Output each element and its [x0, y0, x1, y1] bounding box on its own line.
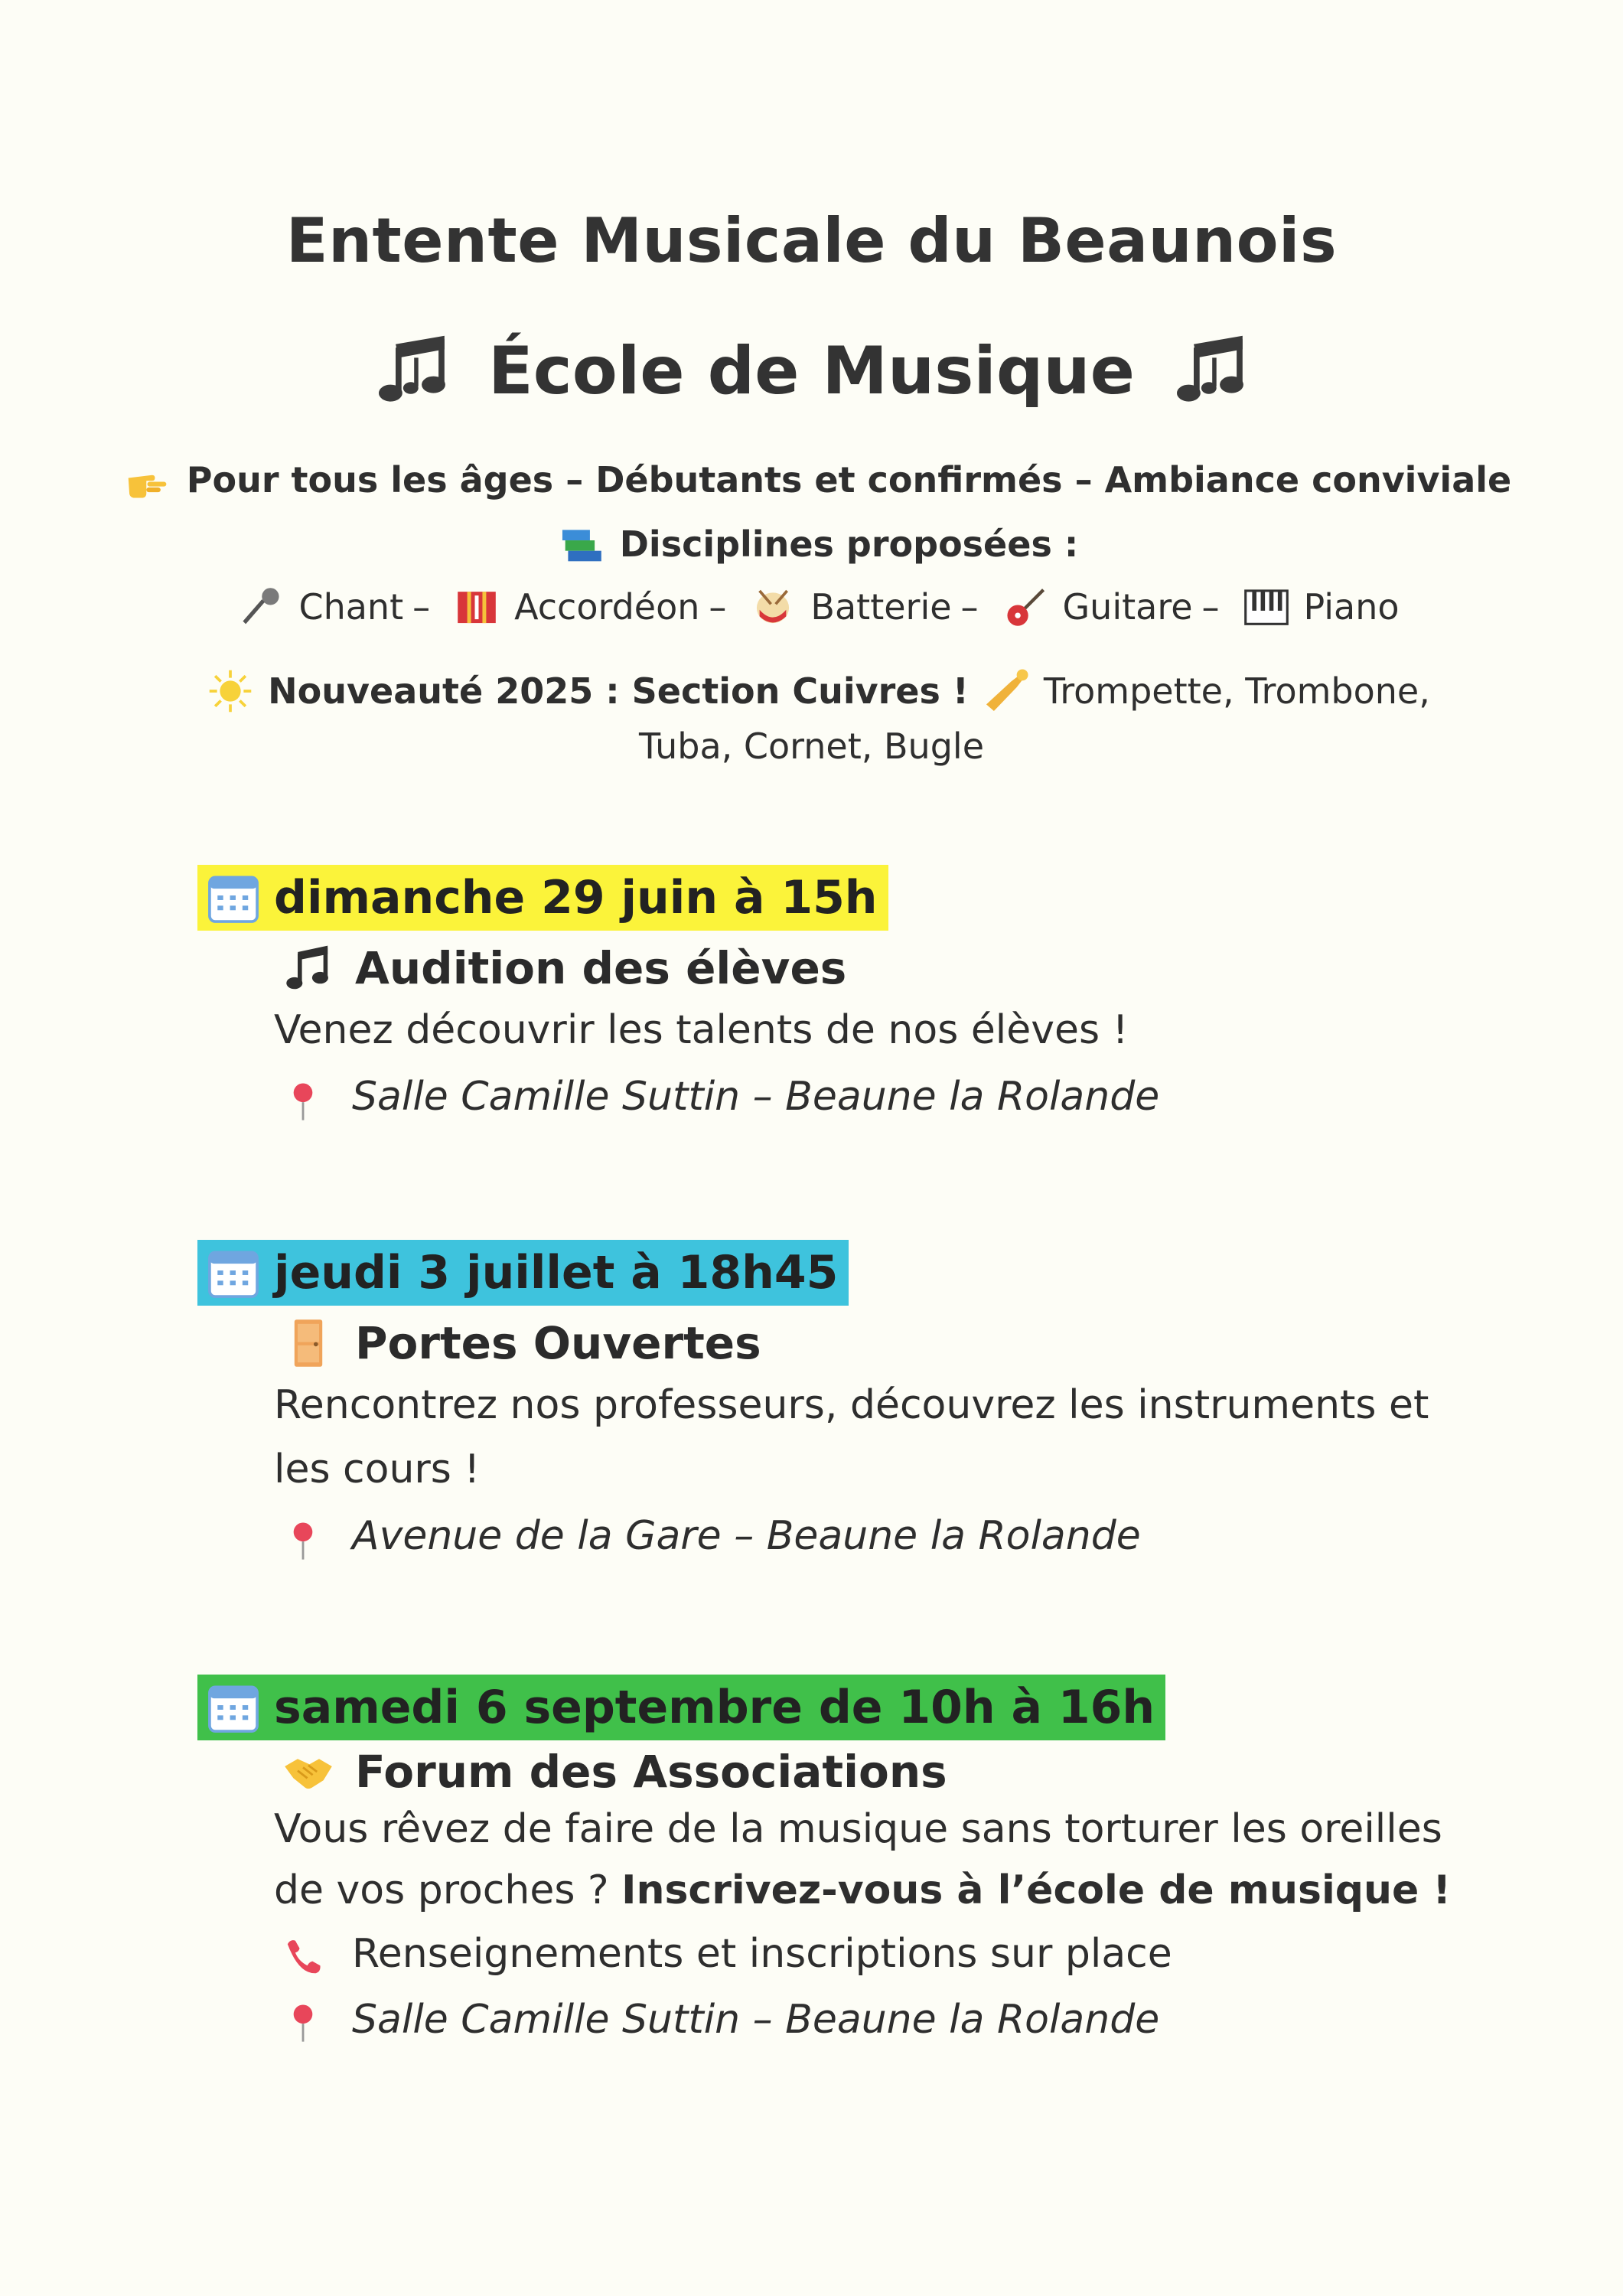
discipline-label: Chant	[298, 586, 404, 628]
books-icon	[559, 520, 606, 568]
music-notes-icon	[370, 329, 455, 413]
event-date: jeudi 3 juillet à 18h45	[274, 1246, 839, 1300]
handshake-icon	[282, 1745, 335, 1799]
event-title: Forum des Associations	[355, 1746, 947, 1798]
event-title-row	[282, 1745, 1498, 1799]
new-section-label: Nouveauté 2025 : Section Cuivres !	[268, 670, 969, 712]
event-date: dimanche 29 juin à 15h	[274, 871, 878, 925]
guitar-icon	[1002, 583, 1049, 631]
page-subtitle	[0, 329, 1623, 413]
new-section-line	[0, 667, 1623, 715]
event-open-house	[197, 1240, 1498, 1570]
event-location-row	[282, 1062, 1498, 1131]
disciplines-label: Disciplines proposées :	[619, 523, 1079, 565]
event-date-band	[197, 1675, 1165, 1740]
discipline-label: Batterie	[810, 586, 952, 628]
event-info: Renseignements et inscriptions sur place	[352, 1931, 1172, 1977]
music-notes-icon	[1168, 329, 1253, 413]
brass-list-line1: Trompette, Trombone,	[1043, 670, 1430, 712]
event-date-band	[197, 865, 888, 931]
sparkle-icon	[207, 667, 254, 715]
pushpin-icon	[282, 1075, 324, 1118]
tagline	[0, 456, 1623, 504]
discipline-label: Accordéon	[514, 586, 700, 628]
page-title: Entente Musicale du Beaunois	[285, 205, 1338, 276]
event-location-row	[282, 1987, 1498, 2053]
event-location: Salle Camille Suttin – Beaune la Rolande	[352, 1997, 1160, 2043]
event-description-line1: Vous rêvez de faire de la musique sans torturer les oreilles	[274, 1806, 1442, 1852]
event-description-line1: Rencontrez nos professeurs, découvrez les instruments et	[274, 1382, 1429, 1428]
event-title: Audition des élèves	[355, 942, 847, 994]
pushpin-icon	[282, 1515, 324, 1557]
event-description-line2	[274, 1860, 1498, 1921]
disciplines-heading	[0, 520, 1623, 568]
event-description-line2: les cours !	[274, 1446, 481, 1492]
event-location-row	[282, 1502, 1498, 1570]
calendar-icon	[205, 1679, 262, 1736]
event-title: Portes Ouvertes	[355, 1317, 761, 1369]
event-description: Venez découvrir les talents de nos élèves !	[274, 1007, 1129, 1053]
calendar-icon	[205, 1244, 262, 1301]
door-icon	[282, 1316, 335, 1370]
event-description-plain: de vos proches ?	[274, 1867, 609, 1913]
subtitle-text: École de Musique	[488, 333, 1135, 409]
accordion-icon	[453, 583, 500, 631]
separator: –	[960, 586, 979, 628]
separator: –	[709, 586, 727, 628]
separator: –	[412, 586, 431, 628]
event-location: Salle Camille Suttin – Beaune la Rolande	[352, 1074, 1160, 1120]
tagline-text: Pour tous les âges – Débutants et confirmés – Ambiance conviviale	[186, 459, 1512, 501]
event-location: Avenue de la Gare – Beaune la Rolande	[352, 1513, 1141, 1559]
event-title-row	[282, 941, 1498, 995]
pointing-hand-icon	[125, 456, 173, 504]
event-date-band	[197, 1240, 849, 1306]
pushpin-icon	[282, 1998, 324, 2041]
event-title-row	[282, 1316, 1498, 1370]
disciplines-list	[0, 583, 1623, 631]
trumpet-icon	[983, 667, 1030, 715]
event-description-bold: Inscrivez-vous à l’école de musique !	[621, 1867, 1452, 1913]
phone-icon	[282, 1932, 324, 1975]
drum-icon	[749, 583, 797, 631]
microphone-icon	[237, 583, 285, 631]
music-note-icon	[282, 941, 335, 995]
calendar-icon	[205, 869, 262, 926]
event-date: samedi 6 septembre de 10h à 16h	[274, 1681, 1155, 1734]
discipline-label: Guitare	[1062, 586, 1193, 628]
event-info-row	[282, 1921, 1498, 1987]
event-forum	[197, 1675, 1498, 2053]
brass-list-line2: Tuba, Cornet, Bugle	[639, 726, 984, 767]
event-audition	[197, 865, 1498, 1131]
piano-icon	[1243, 583, 1290, 631]
discipline-label: Piano	[1303, 586, 1400, 628]
separator: –	[1201, 586, 1220, 628]
